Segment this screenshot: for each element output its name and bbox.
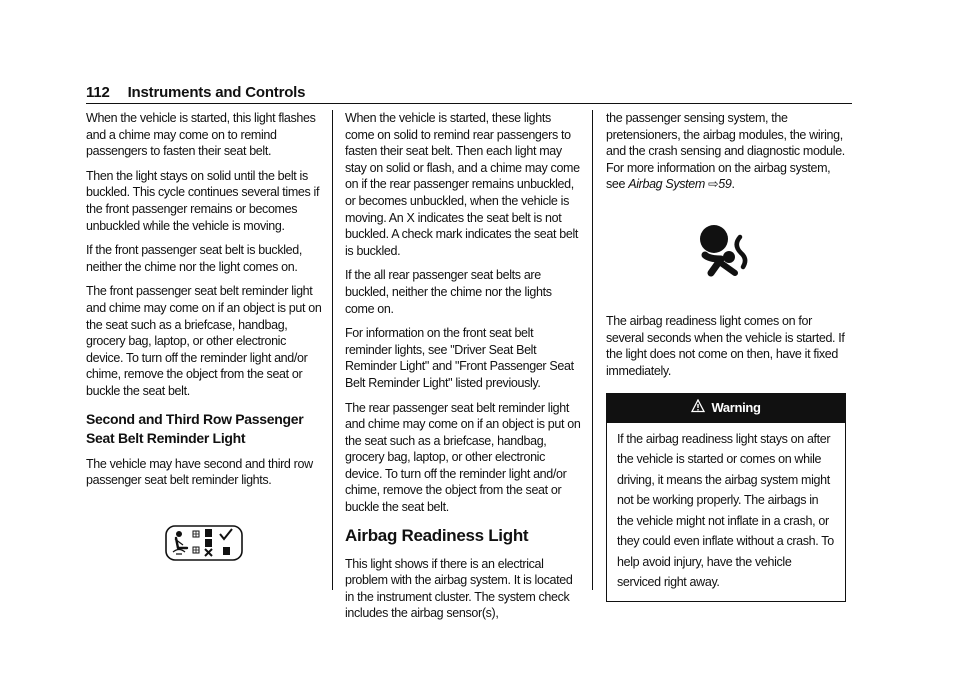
column-divider (332, 110, 333, 590)
airbag-readiness-icon (695, 223, 757, 277)
cross-reference-link[interactable]: Airbag System (628, 177, 705, 192)
column-1 (86, 110, 322, 561)
paragraph: Then the light stays on solid until the belt is buckled. This cycle continues several times if the front passenger remains or becomes unbuckled while the vehicle is moving. (86, 168, 320, 233)
paragraph: This light shows if there is an electrical problem with the airbag system. It is located in the instrument cluster. The system check includes the airbag sensor(s), (345, 556, 573, 621)
header-rule (86, 103, 852, 104)
paragraph: The vehicle may have second and third row passenger seat belt reminder lights. (86, 456, 313, 488)
page-ref-arrow-icon: ⇨ (708, 177, 719, 192)
section-heading: Airbag Readiness Light (345, 525, 529, 545)
column-divider (592, 110, 593, 590)
subheading: Second and Third Row Passenger Seat Belt Reminder Light (86, 410, 304, 446)
paragraph: The rear passenger seat belt reminder light and chime may come on if an object is put on the seat such as a briefcase, handbag, grocery bag, laptop, or other electronic device. To turn off the reminder light and/or chime, remove the object from the seat or buckle the seat belt. (345, 400, 581, 515)
warning-body: If the airbag readiness light stays on after the vehicle is started or comes on while driving, it means the airbag system might not be working properly. The airbags in the vehicle might not inflate in a crash, or they could even inflate without a crash. To help avoid injury, have the vehicle serviced right away. (617, 431, 834, 590)
column-2 (345, 110, 581, 630)
rear-seat-belt-reminder-icon (165, 525, 243, 561)
period: . (731, 177, 735, 192)
section-title: Instruments and Controls (127, 84, 306, 101)
warning-header (607, 394, 845, 423)
warning-title: Warning (711, 400, 761, 416)
paragraph: When the vehicle is started, these lights come on solid to remind rear passengers to fasten their seat belt. Then each light may stay on solid or flash, and a chime may come on if the rear passenger remains unbuckled, or becomes unbuckled, when the vehicle is moving. An X indicates the seat belt is not buckled. A check mark indicates the seat belt is buckled. (345, 111, 580, 258)
paragraph (606, 110, 846, 193)
column-3 (606, 110, 846, 602)
paragraph: The airbag readiness light comes on for several seconds when the vehicle is started. If the light does not come on then, have it fixed immediately. (606, 313, 845, 378)
warning-triangle-icon (691, 395, 705, 423)
page-reference[interactable]: 59 (718, 177, 732, 192)
paragraph: If the all rear passenger seat belts are buckled, neither the chime nor the lights come on. (345, 268, 552, 316)
page-number: 112 (86, 84, 110, 101)
paragraph: When the vehicle is started, this light flashes and a chime may come on to remind passengers to fasten their seat belt. (86, 111, 316, 159)
paragraph-text: the passenger sensing system, the pretensioners, the airbag modules, the wiring, and the crash sensing and diagnostic module. For more information on the airbag system, see (606, 111, 845, 192)
warning-box (606, 393, 846, 602)
paragraph: For information on the front seat belt reminder lights, see "Driver Seat Belt Reminder Light" and "Front Passenger Seat Belt Reminder Light" listed previously. (345, 326, 574, 390)
paragraph: If the front passenger seat belt is buckled, neither the chime nor the light comes on. (86, 243, 302, 274)
paragraph: The front passenger seat belt reminder light and chime may come on if an object is put on the seat such as a briefcase, handbag, grocery bag, laptop, or other electronic device. To turn off the reminder light and/or chime, remove the object from the seat or buckle the seat belt. (86, 284, 322, 398)
page-header (86, 84, 305, 101)
